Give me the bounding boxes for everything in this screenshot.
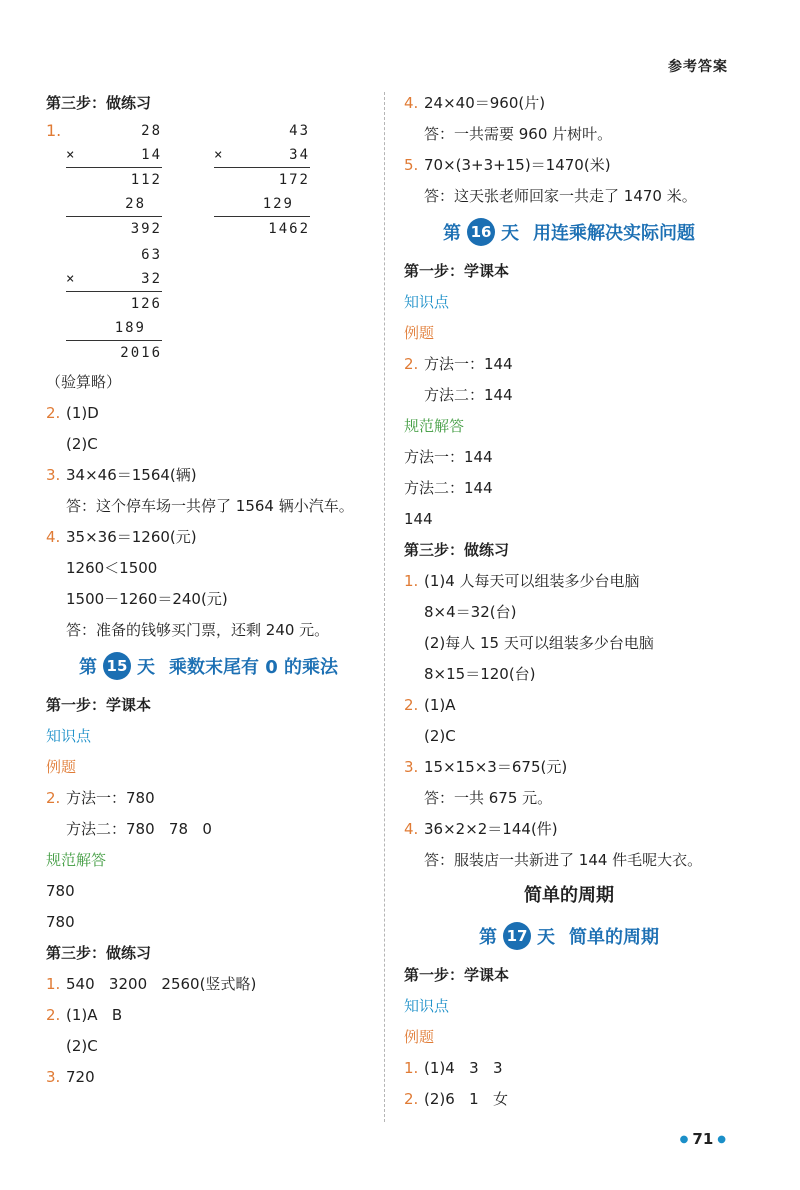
answer-text: 方法一：144 <box>424 355 513 373</box>
multiplier: 32 <box>141 271 162 287</box>
answer-text: 答：这天张老师回家一共走了 1470 米。 <box>424 187 697 205</box>
question-number: 2. <box>46 1006 61 1024</box>
answer-text: 答：服装店一共新进了 144 件毛呢大衣。 <box>424 851 703 869</box>
vertical-multiplication <box>214 119 310 243</box>
section-heading: 第三步：做练习 <box>46 944 152 962</box>
multiplicand: 63 <box>141 247 162 263</box>
answer-text: (2)每人 15 天可以组装多少台电脑 <box>424 634 654 652</box>
question-number: 4. <box>404 820 419 838</box>
answer-text: 答：这个停车场一共停了 1564 辆小汽车。 <box>66 497 354 515</box>
day-number-badge: 15 <box>103 652 131 680</box>
page-number <box>676 1130 730 1148</box>
dot-icon: ● <box>679 1134 689 1145</box>
section-heading: 第三步：做练习 <box>404 541 510 559</box>
answer-text: (1)4 3 3 <box>424 1059 503 1077</box>
answer-text: 答：一共需要 960 片树叶。 <box>424 125 613 143</box>
equation: 70×(3+3+15)＝1470(米) <box>424 156 611 174</box>
answer-text: (2)6 1 女 <box>424 1090 508 1108</box>
section-heading: 第一步：学课本 <box>404 262 510 280</box>
note: （验算略） <box>46 373 122 391</box>
standard-answer-label: 规范解答 <box>46 851 107 869</box>
partial-product: 129 <box>262 196 294 212</box>
product: 392 <box>66 216 162 241</box>
unit-title: 简单的周期 <box>524 885 614 906</box>
day-suffix: 天 <box>136 657 155 678</box>
question-number: 2. <box>46 789 61 807</box>
multiplier: 34 <box>289 147 310 163</box>
equation: 1500－1260＝240(元) <box>66 590 228 608</box>
section-heading: 第一步：学课本 <box>46 696 152 714</box>
answer-text: (1)D <box>66 404 99 422</box>
page-header: 参考答案 <box>668 59 728 75</box>
day-prefix: 第 <box>78 657 97 678</box>
times-sign: × <box>214 147 225 163</box>
question-number: 1. <box>404 1059 419 1077</box>
equation: 8×4＝32(台) <box>424 603 517 621</box>
column-divider <box>384 92 385 1122</box>
question-number: 3. <box>404 758 419 776</box>
example-label: 例题 <box>46 758 77 776</box>
day-number-badge: 17 <box>503 922 531 950</box>
answer-text: (1)A B <box>66 1006 123 1024</box>
answer-text: 780 <box>46 913 75 931</box>
answer-text: (2)C <box>66 1037 98 1055</box>
vertical-multiplication <box>66 119 162 243</box>
knowledge-point-label: 知识点 <box>404 293 450 311</box>
vertical-multiplication-row <box>46 119 371 243</box>
knowledge-point-label: 知识点 <box>46 727 92 745</box>
equation: 35×36＝1260(元) <box>66 528 197 546</box>
multiplier: 14 <box>141 147 162 163</box>
partial-product: 112 <box>66 167 162 192</box>
question-number: 1. <box>404 572 419 590</box>
answer-text: (2)C <box>66 435 98 453</box>
standard-answer-label: 规范解答 <box>404 417 465 435</box>
question-number: 4. <box>404 94 419 112</box>
answer-text: (1)4 人每天可以组装多少台电脑 <box>424 572 640 590</box>
answer-text: 方法二：780 78 0 <box>66 820 212 838</box>
section-heading: 第三步：做练习 <box>46 94 152 112</box>
day-title: 乘数末尾有 0 的乘法 <box>168 657 339 678</box>
day-suffix: 天 <box>537 927 555 948</box>
equation: 8×15＝120(台) <box>424 665 536 683</box>
example-label: 例题 <box>404 1028 435 1046</box>
times-sign: × <box>66 271 77 287</box>
knowledge-point-label: 知识点 <box>404 997 450 1015</box>
partial-product: 189 <box>114 320 146 336</box>
answer-text: 方法二：144 <box>424 386 513 404</box>
question-number: 3. <box>46 1068 61 1086</box>
day-heading <box>404 212 734 256</box>
question-number: 3. <box>46 466 61 484</box>
vertical-multiplication-row <box>46 243 371 367</box>
answer-text: 答：一共 675 元。 <box>424 789 553 807</box>
question-number: 4. <box>46 528 61 546</box>
product: 1462 <box>214 216 310 241</box>
equation: 34×46＝1564(辆) <box>66 466 197 484</box>
left-column <box>46 88 371 1093</box>
equation: 36×2×2＝144(件) <box>424 820 558 838</box>
day-title: 用连乘解决实际问题 <box>533 223 695 244</box>
answer-text: (2)C <box>424 727 456 745</box>
answer-text: 答：准备的钱够买门票，还剩 240 元。 <box>66 621 330 639</box>
example-label: 例题 <box>404 324 435 342</box>
day-heading <box>46 646 371 690</box>
day-prefix: 第 <box>479 927 497 948</box>
question-number: 1. <box>46 121 62 140</box>
day-number-badge: 16 <box>467 218 495 246</box>
question-number: 2. <box>404 355 419 373</box>
day-title: 简单的周期 <box>569 927 659 948</box>
answer-text: 方法一：780 <box>66 789 155 807</box>
day-suffix: 天 <box>501 223 519 244</box>
day-heading <box>404 916 734 960</box>
question-number: 2. <box>404 1090 419 1108</box>
equation: 24×40＝960(片) <box>424 94 546 112</box>
day-prefix: 第 <box>443 223 461 244</box>
answer-text: 720 <box>66 1068 95 1086</box>
vertical-multiplication <box>66 243 162 367</box>
question-number: 1. <box>46 975 61 993</box>
answer-text: 780 <box>46 882 75 900</box>
partial-product: 126 <box>66 291 162 316</box>
answer-text: (1)A <box>424 696 456 714</box>
partial-product: 172 <box>214 167 310 192</box>
dot-icon: ● <box>717 1134 726 1145</box>
comparison: 1260＜1500 <box>66 559 158 577</box>
equation: 15×15×3＝675(元) <box>424 758 568 776</box>
multiplicand: 28 <box>141 123 162 139</box>
partial-product: 28 <box>125 196 146 212</box>
question-number: 2. <box>46 404 61 422</box>
right-column <box>404 88 734 1115</box>
answer-text: 144 <box>404 510 433 528</box>
product: 2016 <box>66 340 162 365</box>
multiplicand: 43 <box>289 123 310 139</box>
question-number: 2. <box>404 696 419 714</box>
answer-text: 540 3200 2560(竖式略) <box>66 975 257 993</box>
question-number: 5. <box>404 156 419 174</box>
answer-text: 方法二：144 <box>404 479 493 497</box>
section-heading: 第一步：学课本 <box>404 966 510 984</box>
answer-text: 方法一：144 <box>404 448 493 466</box>
page-number-text: 71 <box>692 1130 714 1148</box>
times-sign: × <box>66 147 77 163</box>
